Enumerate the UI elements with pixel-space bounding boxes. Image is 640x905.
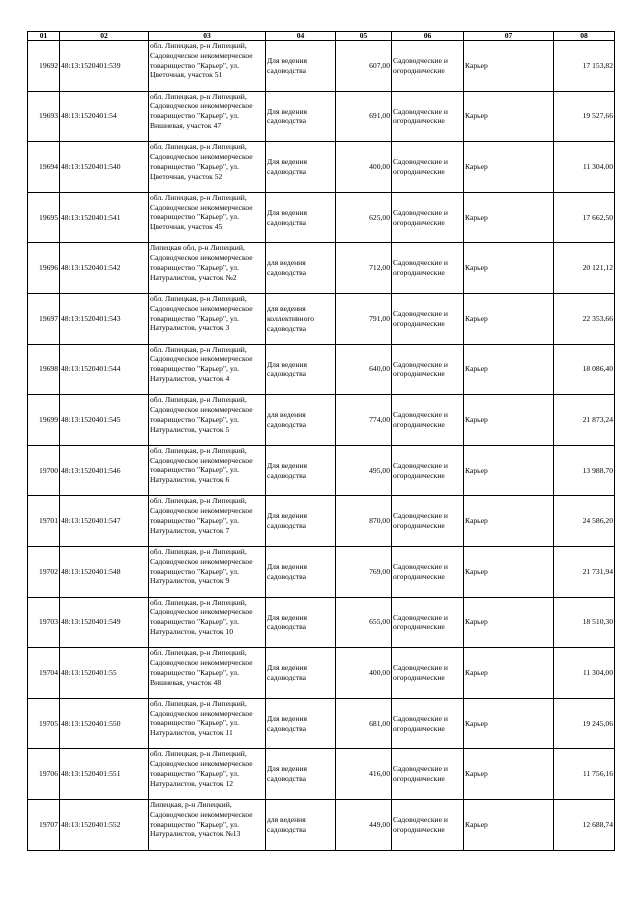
cadastral-value-cell: 18 510,30 [554, 597, 615, 648]
permitted-use-cell: Для ведения садоводства [266, 749, 336, 800]
land-category-cell: Садоводческие и огороднические [392, 142, 464, 193]
table-row [28, 445, 615, 496]
zone-name-cell: Карьер [464, 91, 554, 142]
address-text: Липецкая, р-н Липецкий, Садоводческое некоммерческое товарищество "Карьер", ул. Натуралистов, участок №13 [150, 799, 253, 839]
land-category-cell: Садоводческие и огороднические [392, 293, 464, 344]
address-cell [149, 597, 266, 648]
zone-name-cell: Карьер [464, 293, 554, 344]
cadastral-number-cell: 48:13:1520401:540 [60, 142, 149, 193]
land-category-cell: Садоводческие и огороднические [392, 648, 464, 699]
table-row [28, 344, 615, 395]
address-cell [149, 41, 266, 92]
table-row [28, 597, 615, 648]
land-category-cell: Садоводческие и огороднические [392, 698, 464, 749]
land-category-cell: Садоводческие и огороднические [392, 799, 464, 850]
cadastral-value-cell: 13 988,70 [554, 445, 615, 496]
table-row [28, 293, 615, 344]
cadastral-value-cell: 12 688,74 [554, 799, 615, 850]
area-cell: 400,00 [336, 142, 392, 193]
zone-name-cell: Карьер [464, 344, 554, 395]
header-col-06: 06 [392, 32, 464, 41]
table-row [28, 698, 615, 749]
table-row [28, 243, 615, 294]
permitted-use-cell: для ведения садоводства [266, 243, 336, 294]
cadastral-number-cell: 48:13:1520401:542 [60, 243, 149, 294]
area-cell: 712,00 [336, 243, 392, 294]
address-text: обл. Липецкая, р-н Липецкий, Садоводческое некоммерческое товарищество "Карьер", ул. Вишневая, участок 47 [150, 91, 253, 130]
cadastral-number-cell: 48:13:1520401:539 [60, 41, 149, 92]
address-cell [149, 142, 266, 193]
address-cell [149, 648, 266, 699]
permitted-use-cell: Для ведения садоводства [266, 445, 336, 496]
permitted-use-cell: Для ведения садоводства [266, 41, 336, 92]
area-cell: 449,00 [336, 799, 392, 850]
row-number-cell: 19699 [28, 395, 60, 446]
cadastral-value-cell: 20 121,12 [554, 243, 615, 294]
table-row [28, 496, 615, 547]
row-number-cell: 19700 [28, 445, 60, 496]
address-cell [149, 749, 266, 800]
row-number-cell: 19704 [28, 648, 60, 699]
land-category-cell: Садоводческие и огороднические [392, 546, 464, 597]
cadastral-value-cell: 18 086,40 [554, 344, 615, 395]
address-text: обл. Липецкая, р-н Липецкий, Садоводческое некоммерческое товарищество "Карьер", ул. Натуралистов, участок 5 [150, 395, 253, 434]
header-col-08: 08 [554, 32, 615, 41]
header-col-03: 03 [149, 32, 266, 41]
cadastral-number-cell: 48:13:1520401:541 [60, 192, 149, 243]
cadastral-value-cell: 19 245,06 [554, 698, 615, 749]
zone-name-cell: Карьер [464, 142, 554, 193]
address-text: обл. Липецкая, р-н Липецкий, Садоводческое некоммерческое товарищество "Карьер", ул. Натуралистов, участок 11 [150, 698, 253, 738]
row-number-cell: 19706 [28, 749, 60, 800]
address-cell [149, 293, 266, 344]
address-text: обл. Липецкая, р-н Липецкий, Садоводческое некоммерческое товарищество "Карьер", ул. Цветочная, участок 45 [150, 192, 253, 232]
row-number-cell: 19698 [28, 344, 60, 395]
cadastral-value-cell: 11 756,16 [554, 749, 615, 800]
cadastral-value-cell: 17 153,82 [554, 41, 615, 92]
zone-name-cell: Карьер [464, 496, 554, 547]
header-row [28, 32, 615, 41]
cadastral-value-cell: 19 527,66 [554, 91, 615, 142]
cadastral-value-cell: 17 662,50 [554, 192, 615, 243]
row-number-cell: 19705 [28, 698, 60, 749]
row-number-cell: 19695 [28, 192, 60, 243]
cadastral-number-cell: 48:13:1520401:551 [60, 749, 149, 800]
area-cell: 681,00 [336, 698, 392, 749]
area-cell: 774,00 [336, 395, 392, 446]
cadastral-number-cell: 48:13:1520401:545 [60, 395, 149, 446]
address-text: обл. Липецкая, р-н Липецкий, Садоводческое некоммерческое товарищество "Карьер", ул. Натуралистов, участок 10 [150, 597, 253, 636]
zone-name-cell: Карьер [464, 445, 554, 496]
permitted-use-cell: Для ведения садоводства [266, 496, 336, 547]
zone-name-cell: Карьер [464, 243, 554, 294]
zone-name-cell: Карьер [464, 597, 554, 648]
address-cell [149, 546, 266, 597]
table-row [28, 142, 615, 193]
land-category-cell: Садоводческие и огороднические [392, 243, 464, 294]
table-row [28, 749, 615, 800]
table-row [28, 41, 615, 92]
row-number-cell: 19696 [28, 243, 60, 294]
table-row [28, 648, 615, 699]
permitted-use-cell: для ведения садоводства [266, 799, 336, 850]
area-cell: 691,00 [336, 91, 392, 142]
header-col-02: 02 [60, 32, 149, 41]
area-cell: 416,00 [336, 749, 392, 800]
table-row [28, 395, 615, 446]
area-cell: 607,00 [336, 41, 392, 92]
address-cell [149, 344, 266, 395]
address-text: обл. Липецкая, р-н Липецкий, Садоводческое некоммерческое товарищество "Карьер", ул. Натуралистов, участок 6 [150, 445, 253, 485]
registry-table [27, 31, 615, 851]
address-text: обл. Липецкая, р-н Липецкий, Садоводческое некоммерческое товарищество "Карьер", ул. Цветочная, участок 51 [150, 41, 253, 80]
header-col-04: 04 [266, 32, 336, 41]
area-cell: 495,00 [336, 445, 392, 496]
table-row [28, 546, 615, 597]
header-col-07: 07 [464, 32, 554, 41]
address-text: обл. Липецкая, р-н Липецкий, Садоводческое некоммерческое товарищество "Карьер", ул. Натуралистов, участок 12 [150, 749, 253, 788]
area-cell: 640,00 [336, 344, 392, 395]
cadastral-number-cell: 48:13:1520401:547 [60, 496, 149, 547]
area-cell: 400,00 [336, 648, 392, 699]
zone-name-cell: Карьер [464, 41, 554, 92]
zone-name-cell: Карьер [464, 192, 554, 243]
address-text: обл. Липецкая, р-н Липецкий, Садоводческое некоммерческое товарищество "Карьер", ул. Натуралистов, участок 7 [150, 496, 253, 535]
cadastral-value-cell: 21 873,24 [554, 395, 615, 446]
land-category-cell: Садоводческие и огороднические [392, 192, 464, 243]
cadastral-number-cell: 48:13:1520401:55 [60, 648, 149, 699]
header-col-01: 01 [28, 32, 60, 41]
cadastral-number-cell: 48:13:1520401:550 [60, 698, 149, 749]
address-cell [149, 445, 266, 496]
permitted-use-cell: Для ведения садоводства [266, 142, 336, 193]
cadastral-number-cell: 48:13:1520401:549 [60, 597, 149, 648]
row-number-cell: 19693 [28, 91, 60, 142]
cadastral-number-cell: 48:13:1520401:544 [60, 344, 149, 395]
zone-name-cell: Карьер [464, 648, 554, 699]
zone-name-cell: Карьер [464, 395, 554, 446]
permitted-use-cell: Для ведения садоводства [266, 546, 336, 597]
row-number-cell: 19702 [28, 546, 60, 597]
cadastral-value-cell: 11 304,00 [554, 142, 615, 193]
row-number-cell: 19697 [28, 293, 60, 344]
address-cell [149, 698, 266, 749]
land-category-cell: Садоводческие и огороднические [392, 395, 464, 446]
header-col-05: 05 [336, 32, 392, 41]
permitted-use-cell: Для ведения садоводства [266, 344, 336, 395]
area-cell: 791,00 [336, 293, 392, 344]
cadastral-number-cell: 48:13:1520401:548 [60, 546, 149, 597]
table-row [28, 192, 615, 243]
land-category-cell: Садоводческие и огороднические [392, 445, 464, 496]
land-category-cell: Садоводческие и огороднические [392, 597, 464, 648]
cadastral-number-cell: 48:13:1520401:546 [60, 445, 149, 496]
row-number-cell: 19694 [28, 142, 60, 193]
cadastral-value-cell: 21 731,94 [554, 546, 615, 597]
permitted-use-cell: для ведения коллективного садоводства [266, 293, 336, 344]
permitted-use-cell: Для ведения садоводства [266, 192, 336, 243]
permitted-use-cell: Для ведения садоводства [266, 648, 336, 699]
cadastral-value-cell: 22 353,66 [554, 293, 615, 344]
address-text: обл. Липецкая, р-н Липецкий, Садоводческое некоммерческое товарищество "Карьер", ул. Натуралистов, участок 4 [150, 344, 253, 383]
address-cell [149, 243, 266, 294]
address-cell [149, 496, 266, 547]
cadastral-value-cell: 24 586,20 [554, 496, 615, 547]
land-category-cell: Садоводческие и огороднические [392, 496, 464, 547]
land-category-cell: Садоводческие и огороднические [392, 41, 464, 92]
land-category-cell: Садоводческие и огороднические [392, 344, 464, 395]
permitted-use-cell: Для ведения садоводства [266, 597, 336, 648]
area-cell: 870,00 [336, 496, 392, 547]
row-number-cell: 19703 [28, 597, 60, 648]
cadastral-number-cell: 48:13:1520401:543 [60, 293, 149, 344]
address-text: обл. Липецкая, р-н Липецкий, Садоводческое некоммерческое товарищество "Карьер", ул. Цветочная, участок 52 [150, 142, 253, 181]
permitted-use-cell: для ведения садоводства [266, 395, 336, 446]
cadastral-number-cell: 48:13:1520401:54 [60, 91, 149, 142]
address-cell [149, 192, 266, 243]
cadastral-number-cell: 48:13:1520401:552 [60, 799, 149, 850]
area-cell: 625,00 [336, 192, 392, 243]
row-number-cell: 19707 [28, 799, 60, 850]
row-number-cell: 19701 [28, 496, 60, 547]
address-text: Липецкая обл, р-н Липецкий, Садоводческое некоммерческое товарищество "Карьер", ул. Натуралистов, участок №2 [150, 243, 253, 282]
address-text: обл. Липецкая, р-н Липецкий, Садоводческое некоммерческое товарищество "Карьер", ул. Натуралистов, участок 9 [150, 546, 253, 586]
area-cell: 655,00 [336, 597, 392, 648]
land-category-cell: Садоводческие и огороднические [392, 749, 464, 800]
land-category-cell: Садоводческие и огороднические [392, 91, 464, 142]
address-cell [149, 799, 266, 850]
address-cell [149, 91, 266, 142]
table-row [28, 799, 615, 850]
address-text: обл. Липецкая, р-н Липецкий, Садоводческое некоммерческое товарищество "Карьер", ул. Натуралистов, участок 3 [150, 293, 253, 333]
area-cell: 769,00 [336, 546, 392, 597]
row-number-cell: 19692 [28, 41, 60, 92]
zone-name-cell: Карьер [464, 799, 554, 850]
permitted-use-cell: Для ведения садоводства [266, 91, 336, 142]
zone-name-cell: Карьер [464, 749, 554, 800]
zone-name-cell: Карьер [464, 698, 554, 749]
address-cell [149, 395, 266, 446]
zone-name-cell: Карьер [464, 546, 554, 597]
permitted-use-cell: Для ведения садоводства [266, 698, 336, 749]
address-text: обл. Липецкая, р-н Липецкий, Садоводческое некоммерческое товарищество "Карьер", ул. Вишневая, участок 48 [150, 648, 253, 687]
table-row [28, 91, 615, 142]
cadastral-value-cell: 11 304,00 [554, 648, 615, 699]
